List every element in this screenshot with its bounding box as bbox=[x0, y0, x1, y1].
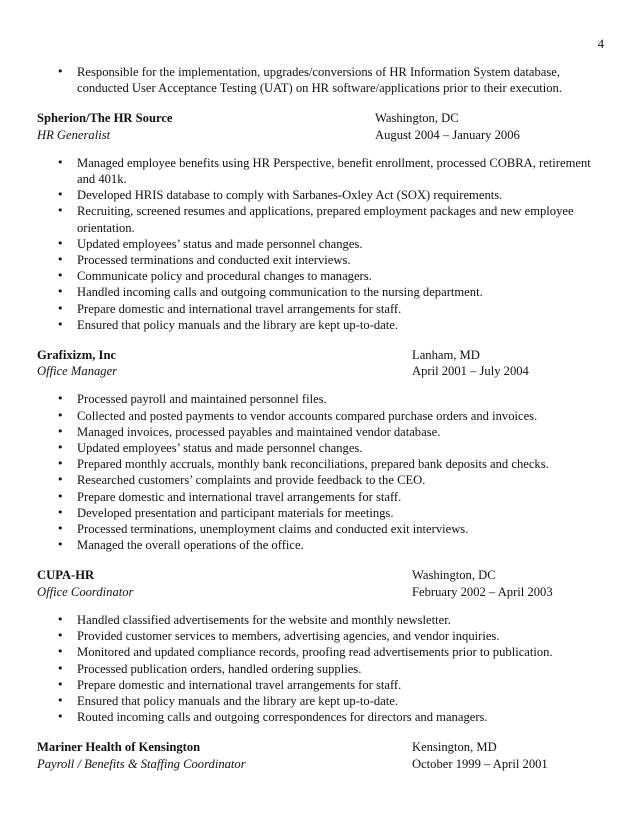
company-name: Grafixizm, Inc bbox=[37, 348, 117, 363]
company-name: Mariner Health of Kensington bbox=[37, 740, 201, 755]
list-item: • Processed publication orders, handled ordering supplies. bbox=[37, 661, 599, 677]
job-dates: April 2001 – July 2004 bbox=[412, 364, 529, 379]
page-number: 4 bbox=[597, 37, 604, 51]
list-item: • Managed employee benefits using HR Perspective, benefit enrollment, processed COBRA, retirement and 401k. bbox=[37, 155, 599, 187]
list-item: • Processed terminations, unemployment claims and conducted exit interviews. bbox=[37, 521, 599, 537]
job-dates: February 2002 – April 2003 bbox=[412, 584, 553, 599]
list-item: • Ensured that policy manuals and the library are kept up-to-date. bbox=[37, 317, 599, 333]
list-item: • Responsible for the implementation, upgrades/conversions of HR Information System database, conducted User Acceptance Testing (UAT) on HR software/applications prior to their execution. bbox=[37, 64, 599, 96]
list-item: • Developed HRIS database to comply with Sarbanes-Oxley Act (SOX) requirements. bbox=[37, 187, 599, 203]
list-item: • Updated employees’ status and made personnel changes. bbox=[37, 440, 599, 456]
job-title: Office Manager bbox=[37, 364, 118, 379]
list-item: • Handled incoming calls and outgoing communication to the nursing department. bbox=[37, 284, 599, 300]
list-item: • Researched customers’ complaints and provide feedback to the CEO. bbox=[37, 472, 599, 488]
job-location: Kensington, MD bbox=[412, 740, 497, 755]
job-location: Washington, DC bbox=[375, 111, 459, 126]
job-dates: August 2004 – January 2006 bbox=[375, 127, 520, 142]
list-item: • Managed invoices, processed payables and maintained vendor database. bbox=[37, 424, 599, 440]
list-item: • Handled classified advertisements for the website and monthly newsletter. bbox=[37, 612, 599, 628]
list-item: • Managed the overall operations of the office. bbox=[37, 537, 599, 553]
job-entry-cupa-hr bbox=[37, 567, 599, 725]
company-name: CUPA-HR bbox=[37, 568, 95, 583]
company-name: Spherion/The HR Source bbox=[37, 111, 173, 126]
list-item: • Prepare domestic and international travel arrangements for staff. bbox=[37, 677, 599, 693]
list-item: • Processed terminations and conducted exit interviews. bbox=[37, 252, 599, 268]
job-title: HR Generalist bbox=[37, 127, 111, 142]
list-item: • Collected and posted payments to vendor accounts compared purchase orders and invoices. bbox=[37, 408, 599, 424]
job-location: Washington, DC bbox=[412, 568, 496, 583]
job-title: Office Coordinator bbox=[37, 584, 134, 599]
list-item: • Routed incoming calls and outgoing correspondences for directors and managers. bbox=[37, 709, 599, 725]
list-item: • Communicate policy and procedural changes to managers. bbox=[37, 268, 599, 284]
intro-bullet-list bbox=[37, 64, 599, 96]
list-item: • Recruiting, screened resumes and applications, prepared employment packages and new employee orientation. bbox=[37, 203, 599, 235]
list-item: • Monitored and updated compliance records, proofing read advertisements prior to publication. bbox=[37, 644, 599, 660]
job-bullet-list bbox=[37, 391, 599, 553]
list-item: • Ensured that policy manuals and the library are kept up-to-date. bbox=[37, 693, 599, 709]
job-entry-grafixizm bbox=[37, 347, 599, 553]
resume-content bbox=[37, 64, 599, 772]
list-item: • Prepared monthly accruals, monthly bank reconciliations, prepared bank deposits and checks. bbox=[37, 456, 599, 472]
list-item: • Prepare domestic and international travel arrangements for staff. bbox=[37, 489, 599, 505]
job-entry-mariner-health bbox=[37, 739, 599, 771]
job-bullet-list bbox=[37, 612, 599, 725]
job-bullet-list bbox=[37, 155, 599, 333]
job-entry-spherion bbox=[37, 110, 599, 333]
job-title: Payroll / Benefits & Staffing Coordinator bbox=[37, 756, 246, 771]
list-item: • Provided customer services to members, advertising agencies, and vendor inquiries. bbox=[37, 628, 599, 644]
list-item: • Developed presentation and participant materials for meetings. bbox=[37, 505, 599, 521]
list-item: • Processed payroll and maintained personnel files. bbox=[37, 391, 599, 407]
job-dates: October 1999 – April 2001 bbox=[412, 756, 548, 771]
list-item: • Prepare domestic and international travel arrangements for staff. bbox=[37, 301, 599, 317]
job-location: Lanham, MD bbox=[412, 348, 480, 363]
list-item: • Updated employees’ status and made personnel changes. bbox=[37, 236, 599, 252]
